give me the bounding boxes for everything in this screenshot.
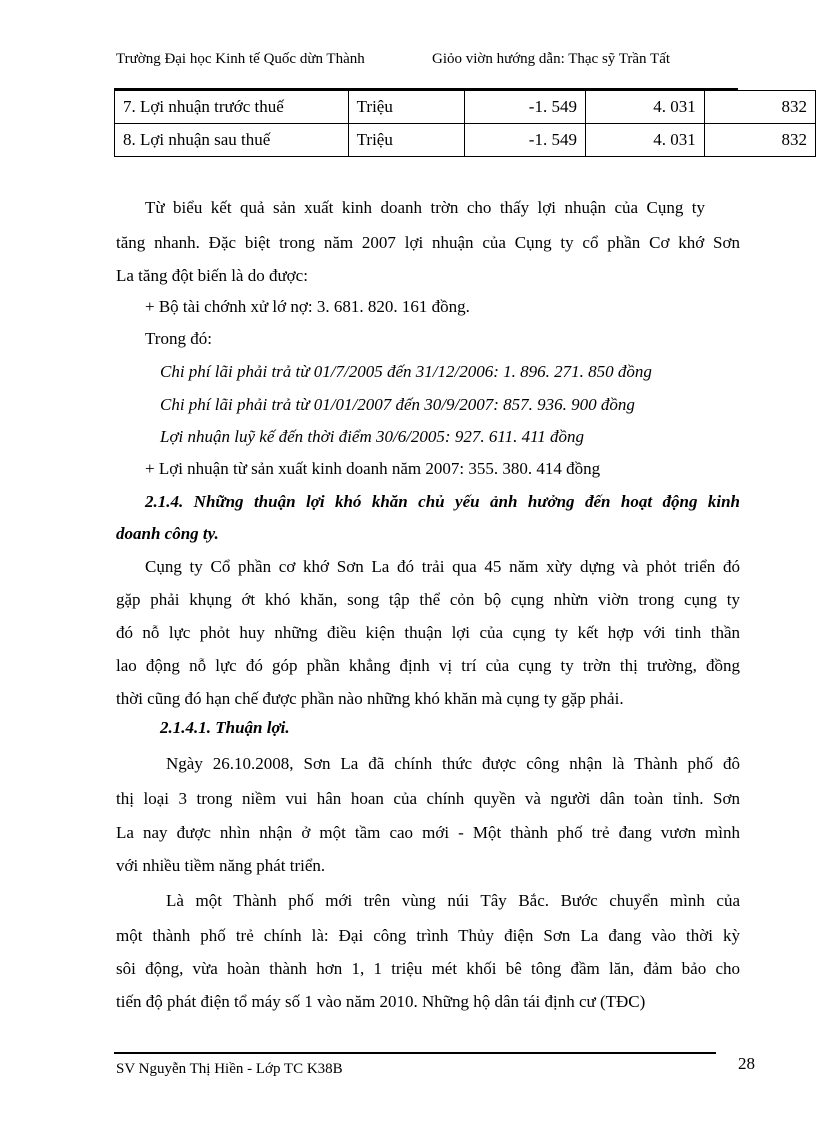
row-unit: Triệu xyxy=(348,91,464,124)
bullet-debt-settlement: + Bộ tài chớnh xử lớ nợ: 3. 681. 820. 161 đồng. xyxy=(145,297,470,316)
label-trong-do: Trong đó: xyxy=(145,329,212,348)
header-advisor: Giỏo viờn hướng dẫn: Thạc sỹ Trần Tất xyxy=(432,51,671,67)
section-heading-2141: 2.1.4.1. Thuận lợi. xyxy=(160,718,290,737)
paragraph-line: Cụng ty Cổ phần cơ khớ Sơn La đó trải qua 45 năm xừy dựng và phỏt triển đó xyxy=(145,557,740,576)
paragraph-line: Ngày 26.10.2008, Sơn La đã chính thức được công nhận là Thành phố đô xyxy=(166,754,740,773)
header-school: Trường Đại học Kinh tế Quốc dừn Thành xyxy=(116,51,365,67)
paragraph-line: với nhiều tiềm năng phát triển. xyxy=(116,856,326,875)
row-value-2: 4. 031 xyxy=(585,124,704,157)
footer-student: SV Nguyễn Thị Hiền - Lớp TC K38B xyxy=(116,1061,343,1077)
paragraph-line: Từ biểu kết quả sản xuất kinh doanh trờn cho thấy lợi nhuận của Cụng ty xyxy=(145,198,705,217)
section-heading-214-cont: doanh công ty. xyxy=(116,524,219,543)
paragraph-line: gặp phải khụng ớt khó khăn, song tập thể cỏn bộ cụng nhừn viờn trong cụng ty xyxy=(116,590,740,609)
row-value-3: 832 xyxy=(704,124,815,157)
paragraph-line: Là một Thành phố mới trên vùng núi Tây Bắc. Bước chuyển mình của xyxy=(166,891,740,910)
italic-line: Chi phí lãi phải trả từ 01/7/2005 đến 31/12/2006: 1. 896. 271. 850 đồng xyxy=(160,362,652,381)
paragraph-line: một thành phố trẻ chính là: Đại công trình Thủy điện Sơn La đang vào thời kỳ xyxy=(116,926,740,945)
bullet-business-profit: + Lợi nhuận từ sản xuất kinh doanh năm 2007: 355. 380. 414 đồng xyxy=(145,459,601,478)
italic-line: Lợi nhuận luỹ kế đến thời điểm 30/6/2005: 927. 611. 411 đồng xyxy=(160,427,585,446)
table-row xyxy=(115,124,816,157)
row-value-2: 4. 031 xyxy=(585,91,704,124)
row-value-3: 832 xyxy=(704,91,815,124)
row-value-1: -1. 549 xyxy=(464,91,585,124)
row-label: 7. Lợi nhuận trước thuế xyxy=(115,91,349,124)
paragraph-line: thời cũng đó hạn chế được phần nào những khó khăn mà cụng ty gặp phải. xyxy=(116,689,624,708)
paragraph-line: thị loại 3 trong niềm vui hân hoan của chính quyền và người dân toàn tỉnh. Sơn xyxy=(116,789,740,808)
row-unit: Triệu xyxy=(348,124,464,157)
paragraph-line: tăng nhanh. Đặc biệt trong năm 2007 lợi nhuận của Cụng ty cổ phần Cơ khớ Sơn xyxy=(116,233,740,252)
table-row xyxy=(115,91,816,124)
paragraph-line: La nay được nhìn nhận ở một tầm cao mới - Một thành phố trẻ đang vươn mình xyxy=(116,823,740,842)
paragraph-line: đó nỗ lực phỏt huy những điều kiện thuận lợi của cụng ty kết hợp với tinh thần xyxy=(116,623,740,642)
row-label: 8. Lợi nhuận sau thuế xyxy=(115,124,349,157)
page-number: 28 xyxy=(738,1054,755,1073)
paragraph-line: La tăng đột biến là do được: xyxy=(116,266,308,285)
profit-table xyxy=(114,90,816,157)
section-heading-214: 2.1.4. Những thuận lợi khó khăn chủ yếu ảnh hưởng đến hoạt động kinh xyxy=(145,492,740,511)
paragraph-line: tiến độ phát điện tổ máy số 1 vào năm 2010. Những hộ dân tái định cư (TĐC) xyxy=(116,992,646,1011)
paragraph-line: lao động nỗ lực đó góp phần khẳng định vị trí của cụng ty trờn thị trường, đồng xyxy=(116,656,740,675)
paragraph-line: sôi động, vừa hoàn thành hơn 1, 1 triệu mét khối bê tông đầm lăn, đảm bảo cho xyxy=(116,959,740,978)
italic-line: Chi phí lãi phải trả từ 01/01/2007 đến 30/9/2007: 857. 936. 900 đồng xyxy=(160,395,635,414)
footer-divider xyxy=(114,1052,716,1054)
row-value-1: -1. 549 xyxy=(464,124,585,157)
